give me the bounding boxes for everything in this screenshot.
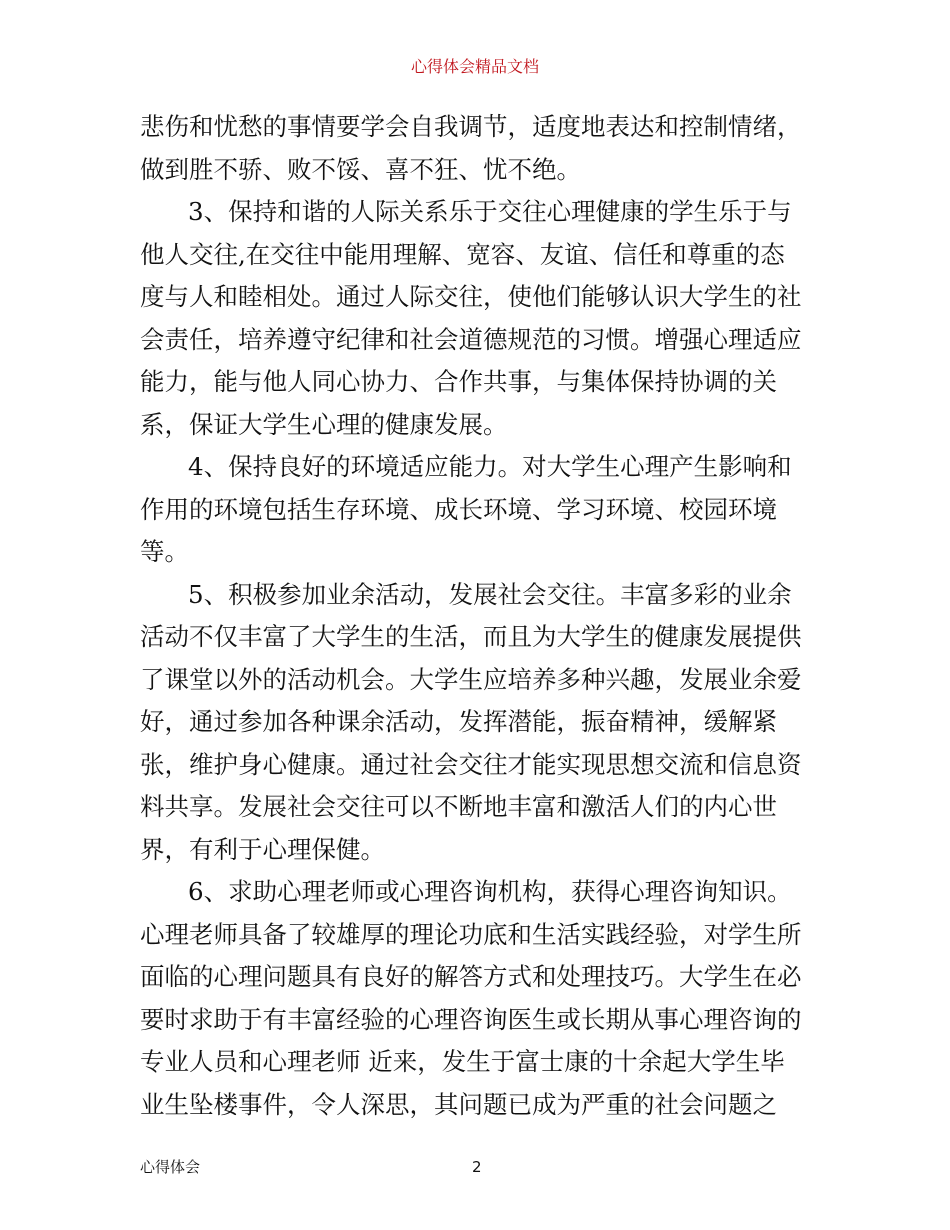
body-line: 业生坠楼事件，令人深思，其问题已成为严重的社会问题之 bbox=[140, 1089, 777, 1119]
body-line: 会责任，培养遵守纪律和社会道德规范的习惯。增强心理适应 bbox=[140, 324, 802, 354]
body-line: 作用的环境包括生存环境、成长环境、学习环境、校园环境 bbox=[140, 494, 777, 524]
page-number: 2 bbox=[472, 1158, 482, 1176]
page-footer bbox=[140, 1157, 812, 1177]
body-line: 界，有利于心理保健。 bbox=[140, 834, 385, 864]
body-line: 专业人员和心理老师 近来，发生于富士康的十余起大学生毕 bbox=[140, 1047, 785, 1076]
body-line: 活动不仅丰富了大学生的生活，而且为大学生的健康发展提供 bbox=[140, 622, 802, 651]
body-line: 等。 bbox=[140, 537, 189, 566]
body-line: 能力，能与他人同心协力、合作共事，与集体保持协调的关 bbox=[140, 367, 777, 396]
body-line: 好，通过参加各种课余活动，发挥潜能，振奋精神，缓解紧 bbox=[140, 707, 777, 736]
paragraph-start-line: 3、保持和谐的人际关系乐于交往心理健康的学生乐于与 bbox=[188, 197, 792, 226]
paragraph-start-line: 4、保持良好的环境适应能力。对大学生心理产生影响和 bbox=[188, 452, 792, 481]
body-line: 系，保证大学生心理的健康发展。 bbox=[140, 409, 508, 439]
footer-label: 心得体会 bbox=[140, 1158, 201, 1176]
body-line: 料共享。发展社会交往可以不断地丰富和激活人们的内心世 bbox=[140, 792, 777, 821]
page-header-title: 心得体会精品文档 bbox=[410, 57, 539, 76]
body-line: 心理老师具备了较雄厚的理论功底和生活实践经验，对学生所 bbox=[140, 919, 802, 949]
body-line: 做到胜不骄、败不馁、喜不狂、忧不绝。 bbox=[140, 154, 581, 184]
body-line: 要时求助于有丰富经验的心理咨询医生或长期从事心理咨询的 bbox=[140, 1004, 802, 1034]
body-line: 张，维护身心健康。通过社会交往才能实现思想交流和信息资 bbox=[140, 749, 802, 779]
body-line: 面临的心理问题具有良好的解答方式和处理技巧。大学生在必 bbox=[140, 962, 802, 991]
body-line: 他人交往,在交往中能用理解、宽容、友谊、信任和尊重的态 bbox=[140, 239, 785, 269]
body-line: 了课堂以外的活动机会。大学生应培养多种兴趣，发展业余爱 bbox=[140, 664, 802, 694]
paragraph-start-line: 5、积极参加业余活动，发展社会交往。丰富多彩的业余 bbox=[188, 579, 792, 609]
document-body bbox=[140, 106, 812, 1126]
body-line: 度与人和睦相处。通过人际交往，使他们能够认识大学生的社 bbox=[140, 282, 802, 311]
paragraph-start-line: 6、求助心理老师或心理咨询机构，获得心理咨询知识。 bbox=[188, 877, 792, 906]
body-line: 悲伤和忧愁的事情要学会自我调节，适度地表达和控制情绪， bbox=[140, 112, 802, 141]
